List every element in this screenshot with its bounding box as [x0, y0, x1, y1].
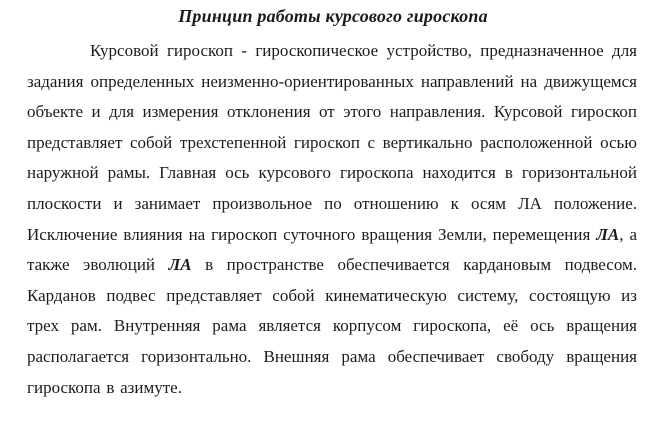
document-title: Принцип работы курсового гироскопа — [178, 6, 488, 26]
emphasis-abbreviation: ЛА — [596, 224, 620, 244]
emphasis-abbreviation: ЛА — [168, 255, 192, 275]
text-run: Курсовой гироскоп - гироскопическое устройство, предназначенное для задания определенных неизменно-ориентированных направлений на движущемся объекте и для измерения отклонения от этого направления. Курсовой гироскоп представляет собой трехстепенной гироскоп с вертикально расположенной осью наружной рамы. Главная ось курсового гироскопа находится в горизонтальной плоскости и занимает произвольное по отношению к осям ЛА положение. Исключение влияния на гироскоп суточного вращения Земли, перемещения — [27, 41, 637, 244]
text-run: в пространстве обеспечивается кардановым подвесом. Карданов подвес представляет собой кинематическую систему, состоящую из трех рам. Внутренняя рама является корпусом гироскопа, её ось вращения располагается горизонтально. Внешняя рама обеспечивает свободу вращения гироскопа в азимуте. — [27, 255, 638, 397]
document-paragraph — [0, 36, 666, 403]
text-run: , а также эволюций — [27, 224, 637, 275]
